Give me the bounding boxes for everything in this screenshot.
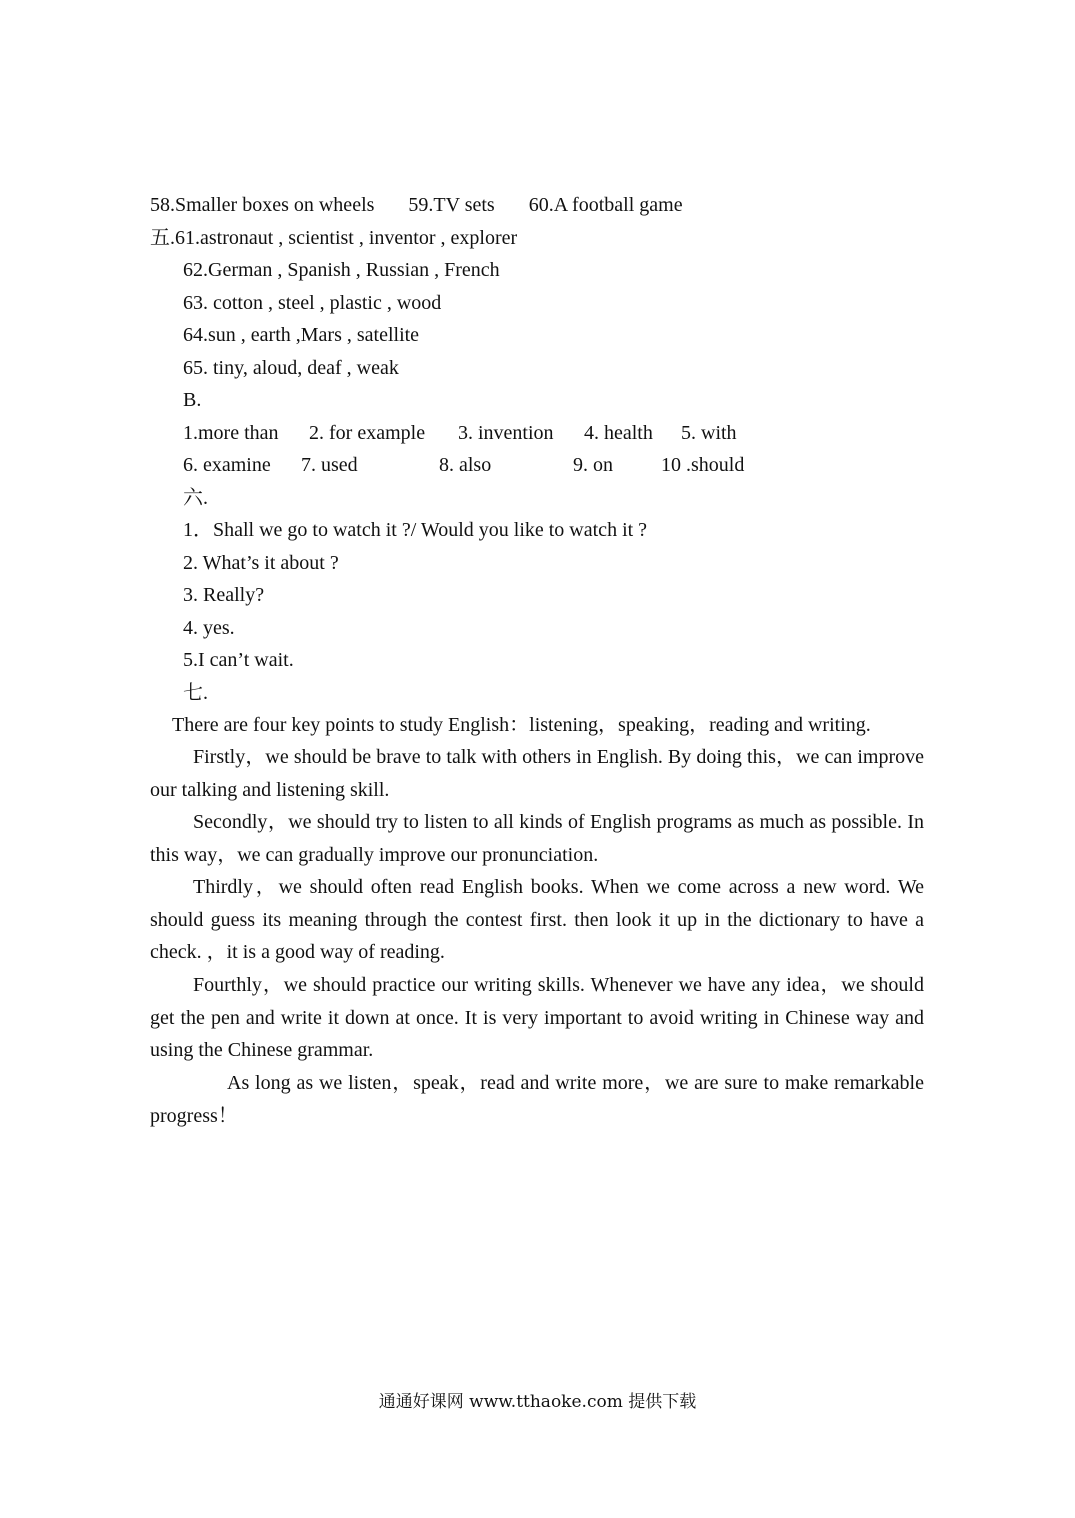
answer-60: 60.A football game xyxy=(528,194,683,216)
b-item-7: 7. used xyxy=(301,454,358,476)
dialogue-answer-5: 5.I can’t wait. xyxy=(183,649,294,671)
b-item-4: 4. health xyxy=(584,422,653,444)
dialogue-answer-3: 3. Really? xyxy=(183,584,265,606)
answer-59: 59.TV sets xyxy=(408,194,495,216)
section-6-marker: 六. xyxy=(183,487,208,509)
section-7-marker: 七. xyxy=(183,682,208,704)
answer-63: 63. cotton , steel , plastic , wood xyxy=(183,292,442,314)
essay-conclusion: As long as we listen，speak，read and write more，we are sure to make remarkable progress！ xyxy=(150,1072,924,1127)
section-5-marker: 五. xyxy=(150,227,175,249)
answer-row-58-60 xyxy=(150,193,683,217)
answer-62: 62.German , Spanish , Russian , French xyxy=(183,259,500,281)
essay-paragraph-4: Fourthly，we should practice our writing skills. Whenever we have any idea，we should get the pen and write it down at once. It is very important to avoid writing in Chinese way and using the Chinese grammar. xyxy=(150,974,924,1062)
answer-61: 五.61.astronaut , scientist , inventor , explorer xyxy=(150,227,518,249)
answer-64: 64.sun , earth ,Mars , satellite xyxy=(183,324,420,346)
answer-58: 58.Smaller boxes on wheels xyxy=(150,194,375,216)
answer-65: 65. tiny, aloud, deaf , weak xyxy=(183,357,399,379)
b-item-10: 10 .should xyxy=(661,454,745,476)
dialogue-answer-1: 1．Shall we go to watch it ?/ Would you like to watch it ? xyxy=(183,519,648,541)
essay-paragraph-3: Thirdly，we should often read English books. When we come across a new word. We should guess its meaning through the contest first. then look it up in the dictionary to have a check. ，it is a good way of reading. xyxy=(150,876,924,964)
essay-paragraph-2: Secondly，we should try to listen to all kinds of English programs as much as possible. In this way，we can gradually improve our pronunciation. xyxy=(150,811,924,866)
b-item-3: 3. invention xyxy=(458,422,554,444)
dialogue-answer-4: 4. yes. xyxy=(183,617,235,639)
page-footer: 通通好课网 www.tthaoke.com 提供下载 xyxy=(378,1392,697,1412)
essay-paragraph-1: Firstly，we should be brave to talk with others in English. By doing this，we can improve our talking and listening skill. xyxy=(150,746,924,801)
b-item-2: 2. for example xyxy=(309,422,426,444)
b-item-8: 8. also xyxy=(439,454,492,476)
essay-intro: There are four key points to study English：listening，speaking，reading and writing. xyxy=(172,714,871,736)
b-item-6: 6. examine xyxy=(183,454,271,476)
dialogue-answer-2: 2. What’s it about ? xyxy=(183,552,339,574)
b-item-1: 1.more than xyxy=(183,422,279,444)
b-item-9: 9. on xyxy=(573,454,613,476)
part-b-label: B. xyxy=(183,389,202,411)
b-item-5: 5. with xyxy=(681,422,737,444)
